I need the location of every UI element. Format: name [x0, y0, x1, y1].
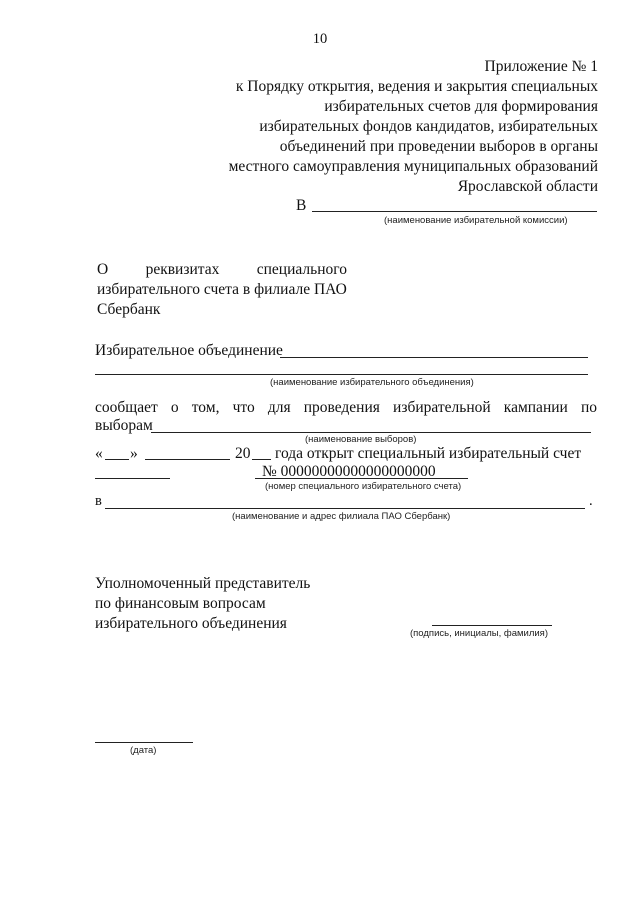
header-line: местного самоуправления муниципальных образований [228, 158, 598, 175]
message-word: том, [191, 399, 220, 416]
signature-line: избирательного объединения [95, 615, 287, 632]
association-caption: (наименование избирательного объединения) [270, 377, 474, 388]
subject-word: специального [256, 261, 347, 278]
signature-line: Уполномоченный представитель [95, 575, 311, 592]
header-line: избирательных счетов для формирования [324, 98, 598, 115]
year-prefix: 20 [235, 445, 251, 462]
header-line: Ярославской области [457, 178, 598, 195]
elections-caption: (наименование выборов) [305, 434, 417, 445]
branch-caption: (наименование и адрес филиала ПАО Сбербанк) [232, 511, 451, 522]
message-word: для [267, 399, 291, 416]
header-line: к Порядку открытия, ведения и закрытия специальных [235, 78, 598, 95]
date-open-quote: « [95, 445, 103, 462]
message-word: избирательной [393, 399, 491, 416]
message-word: сообщает [95, 399, 158, 416]
month-field[interactable] [145, 459, 230, 460]
branch-prefix: в [95, 493, 102, 509]
year-field[interactable] [252, 459, 271, 460]
signature-caption: (подпись, инициалы, фамилия) [410, 628, 548, 639]
header-line: избирательных фондов кандидатов, избирательных [259, 118, 598, 135]
addressee-prefix: В [296, 197, 307, 214]
elections-field[interactable] [151, 432, 591, 433]
appendix-header [178, 57, 598, 197]
subject-line: избирательного счета в филиале ПАО [97, 281, 347, 298]
account-number-field[interactable] [255, 478, 468, 479]
subject-word: О [97, 261, 109, 278]
message-word: по [580, 399, 597, 416]
branch-field[interactable] [105, 508, 585, 509]
message-word: что [232, 399, 255, 416]
elections-label: выборам [95, 417, 153, 434]
header-line: Приложение № 1 [484, 58, 598, 75]
association-field-line2[interactable] [95, 374, 588, 375]
account-number: № 00000000000000000000 [262, 463, 436, 480]
header-line: объединений при проведении выборов в органы [279, 138, 598, 155]
date-close-quote: » [130, 445, 138, 462]
addressee-caption: (наименование избирательной комиссии) [384, 215, 568, 226]
account-caption: (номер специального избирательного счета) [265, 481, 462, 492]
day-field[interactable] [105, 459, 129, 460]
message-word: кампании [503, 399, 568, 416]
addressee-field[interactable] [312, 211, 597, 212]
subject-line: Сбербанк [97, 301, 161, 318]
date-field[interactable] [95, 742, 193, 743]
signature-block [95, 574, 310, 634]
opened-text: года открыт специальный избирательный счет [275, 445, 582, 462]
signature-line: по финансовым вопросам [95, 595, 266, 612]
subject-word: реквизитах [145, 261, 220, 278]
subject-block [97, 260, 347, 320]
page-number: 10 [312, 31, 328, 47]
association-label: Избирательное объединение [95, 342, 283, 359]
date-caption: (дата) [130, 745, 157, 756]
message-word: о [170, 399, 179, 416]
branch-period: . [589, 493, 593, 509]
signature-field[interactable] [432, 625, 552, 626]
message-line [95, 398, 597, 418]
message-word: проведения [303, 399, 380, 416]
account-prefix-field[interactable] [95, 478, 170, 479]
association-field[interactable] [280, 357, 588, 358]
